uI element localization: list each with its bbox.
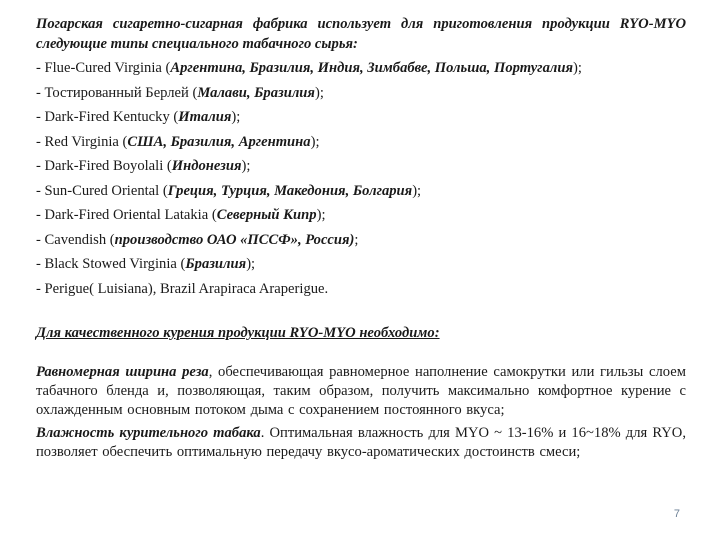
list-item: - Flue-Cured Virginia (Аргентина, Бразилия, Индия, Зимбабве, Польша, Португалия);: [36, 60, 582, 76]
list-item: - Black Stowed Virginia (Бразилия);: [36, 256, 256, 272]
tobacco-origin: производство ОАО «ПССФ», Россия): [114, 231, 355, 248]
list-item: - Red Virginia (США, Бразилия, Аргентина);: [36, 133, 320, 150]
list-item: - Cavendish (производство ОАО «ПССФ», Россия);: [36, 231, 359, 248]
tobacco-name: Black Stowed Virginia (: [44, 256, 186, 272]
paragraph-humidity: [36, 424, 686, 462]
tobacco-origin: Северный Кипр: [216, 207, 317, 223]
tobacco-types-list: [36, 56, 686, 301]
page-number: 7: [673, 508, 680, 520]
tobacco-origin: Индонезия: [171, 158, 242, 174]
tobacco-name: Cavendish (: [44, 231, 115, 248]
tobacco-origin: Аргентина, Бразилия, Индия, Зимбабве, Польша, Португалия: [170, 60, 573, 76]
tobacco-name: Perigue( Luisiana), Brazil Arapiraca Araperigue.: [44, 280, 329, 297]
list-item: - Perigue( Luisiana), Brazil Arapiraca Araperigue.: [36, 280, 329, 297]
list-item: - Тостированный Берлей (Малави, Бразилия);: [36, 84, 324, 101]
tobacco-origin: Италия: [178, 109, 232, 125]
list-item: - Sun-Cured Oriental (Греция, Турция, Македония, Болгария);: [36, 182, 422, 199]
tobacco-origin: Греция, Турция, Македония, Болгария: [167, 182, 413, 199]
slide-content: [36, 14, 686, 462]
intro-text: Погарская сигаретно-сигарная фабрика использует для приготовления продукции RYO-MYO следующие типы специального табачного сырья:: [36, 16, 686, 52]
tobacco-name: Red Virginia (: [44, 133, 128, 150]
list-item: - Dark-Fired Oriental Latakia (Северный Кипр);: [36, 207, 326, 223]
tobacco-origin: Бразилия: [185, 256, 247, 272]
paragraph-body: . Оптимальная влажность для MYO ~ 13-16% и 16~18% для RYO, позволяет обеспечить оптимальную передачу вкусо-ароматических достоинств смеси;: [36, 425, 686, 460]
paragraph-cut-width: [36, 363, 686, 420]
paragraph-body: , обеспечивающая равномерное наполнение самокрутки или гильзы слоем табачного бленда и, позволяющая, таким образом, получить максимально комфортное курение с охлажденным основным потоком дыма с сохранением постоянного вкуса;: [36, 364, 686, 418]
paragraph-term: Равномерная ширина реза: [36, 364, 209, 380]
tobacco-name: Dark-Fired Boyolali (: [44, 158, 172, 174]
tobacco-name: Тостированный Берлей (: [44, 84, 198, 101]
tobacco-name: Flue-Cured Virginia (: [44, 60, 171, 76]
paragraph-term: Влажность курительного табака: [36, 425, 261, 441]
list-item: - Dark-Fired Kentucky (Италия);: [36, 109, 241, 125]
tobacco-name: Sun-Cured Oriental (: [44, 182, 168, 199]
list-item: - Dark-Fired Boyolali (Индонезия);: [36, 158, 251, 174]
tobacco-origin: США, Бразилия, Аргентина: [127, 133, 311, 150]
quality-heading: Для качественного курения продукции RYO-MYO необходимо:: [36, 325, 440, 341]
tobacco-origin: Малави, Бразилия: [197, 84, 315, 101]
tobacco-name: Dark-Fired Kentucky (: [44, 109, 179, 125]
tobacco-name: Dark-Fired Oriental Latakia (: [44, 207, 217, 223]
